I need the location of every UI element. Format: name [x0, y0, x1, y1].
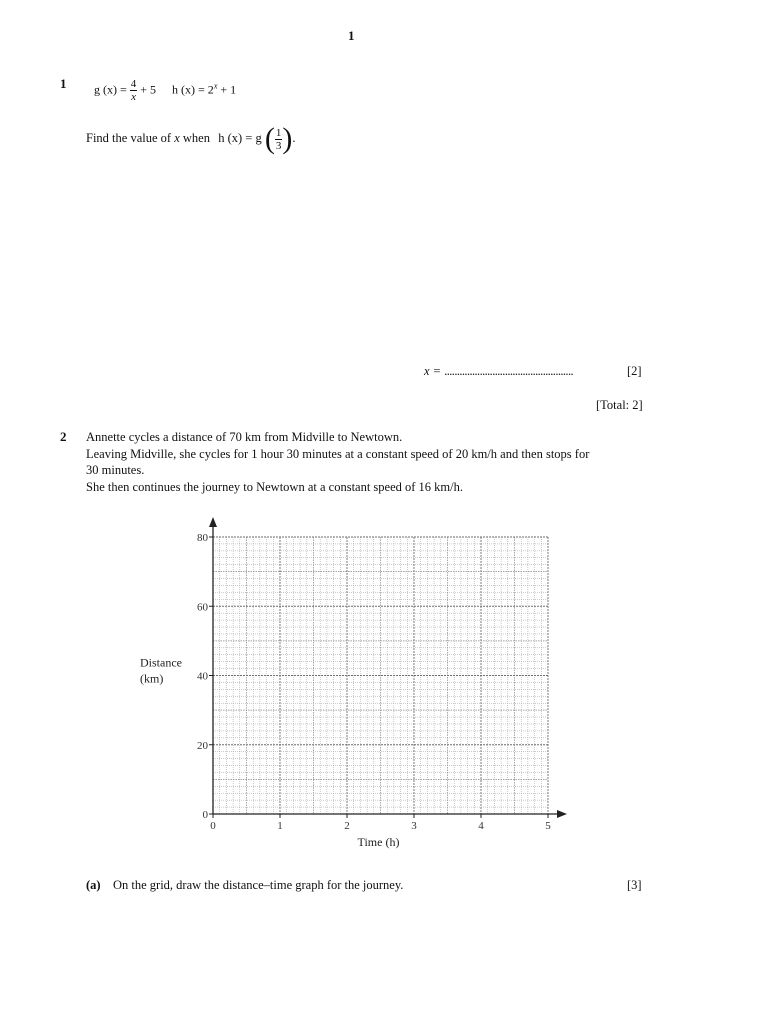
- h-definition: h (x) = 2: [172, 82, 214, 97]
- answer-label: x =: [424, 364, 445, 378]
- page-number: 1: [348, 28, 355, 43]
- q2-line: Leaving Midville, she cycles for 1 hour 30 minutes at a constant speed of 20 km/h and then stops for: [86, 446, 590, 461]
- q2-line: 30 minutes.: [86, 463, 145, 477]
- question-2-number: 2: [60, 429, 67, 444]
- third-numerator: 1: [275, 126, 282, 139]
- find-period: .: [292, 130, 296, 145]
- third-denominator: 3: [275, 139, 282, 152]
- g-lhs: g (x) =: [94, 82, 130, 97]
- find-h-expression: h (x) = g: [218, 130, 262, 145]
- q1-total: [Total: 2]: [596, 398, 643, 412]
- g-fraction-numerator: 4: [130, 78, 137, 90]
- y-tick-label: 20: [197, 739, 208, 752]
- y-axis-title: Distance: [140, 655, 182, 670]
- part-a-label: (a): [86, 878, 101, 892]
- y-axis-arrow-icon: [209, 517, 217, 527]
- q1-marks: [2]: [627, 364, 642, 378]
- find-variable: x: [174, 130, 180, 145]
- y-tick-label: 80: [197, 532, 208, 544]
- x-axis-title: Time (h): [357, 835, 400, 849]
- x-tick-label: 0: [210, 820, 216, 832]
- q2-line: Annette cycles a distance of 70 km from Midville to Newtown.: [86, 430, 403, 444]
- x-tick-label: 5: [545, 820, 551, 832]
- y-tick-label: 60: [197, 601, 208, 614]
- find-text: Find the value of: [86, 130, 172, 145]
- y-tick-label: 0: [202, 809, 208, 821]
- x-tick-label: 1: [277, 820, 283, 832]
- h-exponent: x: [213, 81, 218, 91]
- right-paren: ): [282, 122, 293, 155]
- question-1-number: 1: [60, 76, 67, 91]
- q2-line: She then continues the journey to Newtown at a constant speed of 16 km/h.: [86, 479, 464, 494]
- y-tick-label: 40: [197, 670, 208, 683]
- y-axis-title: (km): [140, 671, 164, 686]
- x-tick-label: 4: [478, 820, 484, 832]
- x-tick-label: 3: [411, 820, 417, 832]
- part-a-marks: [3]: [627, 878, 642, 892]
- g-fraction-denominator: x: [131, 91, 136, 103]
- find-when: when: [182, 130, 210, 145]
- answer-dots: ...................................................: [444, 364, 574, 378]
- x-tick-label: 2: [344, 820, 350, 832]
- x-axis-arrow-icon: [557, 810, 567, 818]
- part-a-text: On the grid, draw the distance–time graph for the journey.: [113, 878, 404, 892]
- left-paren: (: [264, 122, 275, 155]
- g-tail: + 5: [140, 82, 157, 97]
- h-tail: + 1: [217, 82, 237, 97]
